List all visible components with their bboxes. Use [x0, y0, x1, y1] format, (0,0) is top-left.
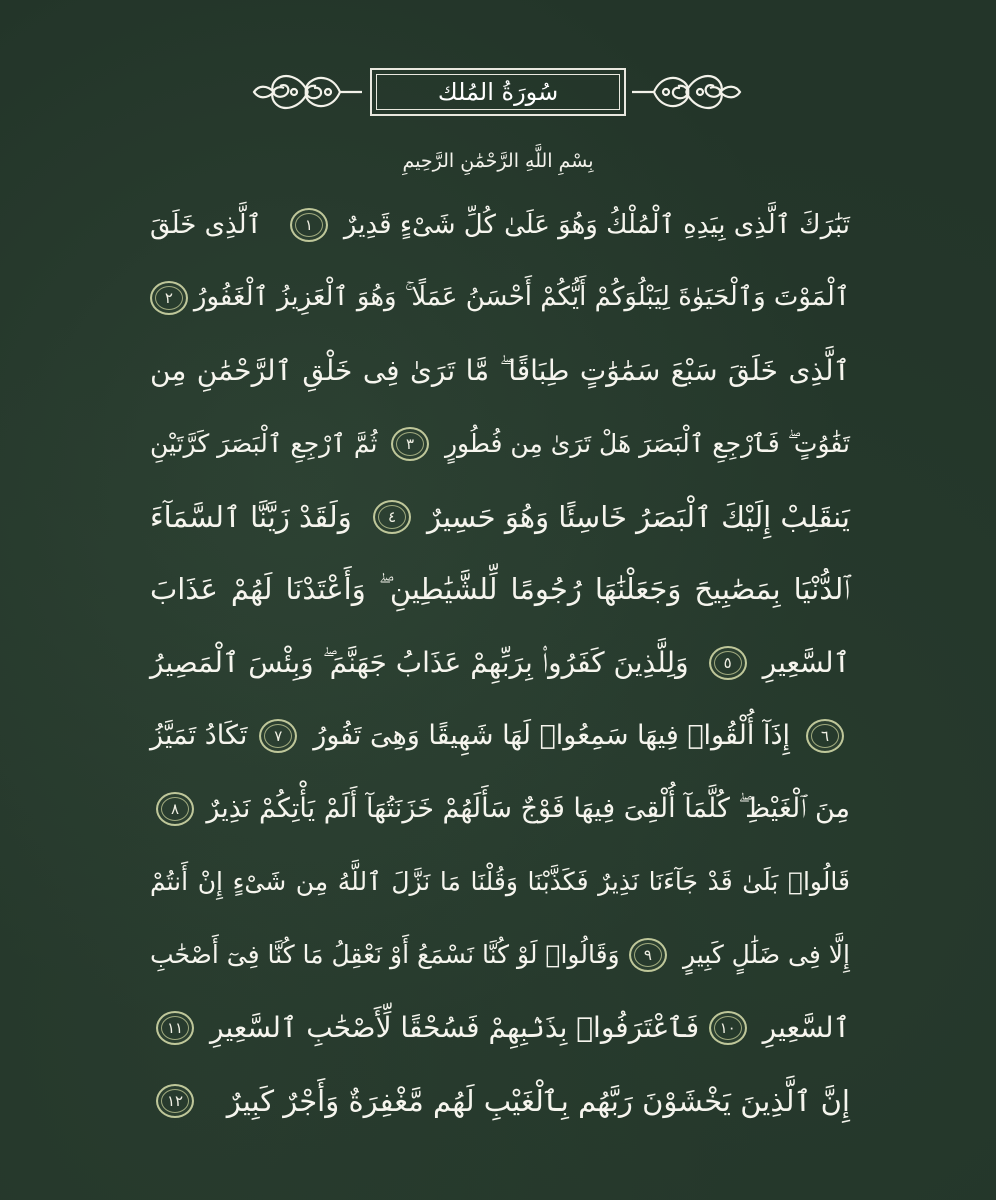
verse-line [150, 1064, 850, 1137]
verse-line [150, 553, 850, 626]
verse-text: إِلَّا فِى ضَلَٰلٍ كَبِيرٍ [682, 940, 850, 969]
verse-text: قَالُوا۟ بَلَىٰ قَدْ جَآءَنَا نَذِيرٌ فَكَذَّبْنَا وَقُلْنَا مَا نَزَّلَ ٱللَّهُ مِن شَىْءٍ إِنْ أَنتُمْ [150, 867, 850, 896]
verse-text: ٱلَّذِى خَلَقَ [150, 209, 262, 240]
verse-line [150, 480, 850, 553]
surah-title: سُورَةُ المُلك [437, 78, 559, 106]
verse-number-marker: ٧ [259, 719, 297, 753]
verse-lines [150, 188, 850, 1137]
verse-text: إِنَّ ٱلَّذِينَ يَخْشَوْنَ رَبَّهُم بِٱلْغَيْبِ لَهُم مَّغْفِرَةٌ وَأَجْرٌ كَبِيرٌ [226, 1083, 850, 1118]
verse-text: مِنَ ٱلْغَيْظِ ۖ كُلَّمَآ أُلْقِىَ فِيهَا فَوْجٌ سَأَلَهُمْ خَزَنَتُهَآ أَلَمْ يَأْتِكُمْ نَذِيرٌ [206, 792, 850, 824]
verse-line [150, 918, 850, 991]
verse-number-marker: ١ [290, 208, 328, 242]
verse-line [150, 699, 850, 772]
verse-text: وَلِلَّذِينَ كَفَرُوا۟ بِرَبِّهِمْ عَذَابُ جَهَنَّمَ ۖ وَبِئْسَ ٱلْمَصِيرُ [150, 645, 689, 679]
verse-text: وَقَالُوا۟ لَوْ كُنَّا نَسْمَعُ أَوْ نَعْقِلُ مَا كُنَّا فِىٓ أَصْحَٰبِ [150, 940, 620, 969]
verse-text: ٱلدُّنْيَا بِمَصَٰبِيحَ وَجَعَلْنَٰهَا رُجُومًا لِّلشَّيَٰطِينِ ۖ وَأَعْتَدْنَا لَهُمْ عَذَابَ [150, 572, 850, 606]
verse-text: تَكَادُ تَمَيَّزُ [150, 720, 248, 751]
verse-line [150, 188, 850, 261]
verse-text: ٱلْمَوْتَ وَٱلْحَيَوٰةَ لِيَبْلُوَكُمْ أَيُّكُمْ أَحْسَنُ عَمَلًا ۚ وَهُوَ ٱلْعَزِيزُ ٱلْغَفُورُ [193, 282, 850, 312]
surah-header [0, 62, 996, 126]
verse-text: ٱلَّذِى خَلَقَ سَبْعَ سَمَٰوَٰتٍ طِبَاقًا ۖ مَّا تَرَىٰ فِى خَلْقِ ٱلرَّحْمَٰنِ مِن [150, 353, 850, 387]
verse-text: تَبَٰرَكَ ٱلَّذِى بِيَدِهِ ٱلْمُلْكُ وَهُوَ عَلَىٰ كُلِّ شَىْءٍ قَدِيرٌ [343, 209, 850, 240]
verse-number-marker: ٣ [391, 427, 429, 461]
verse-text: ثُمَّ ٱرْجِعِ ٱلْبَصَرَ كَرَّتَيْنِ [150, 429, 378, 458]
verse-line [150, 334, 850, 407]
verse-text: تَفَٰوُتٍ ۖ فَٱرْجِعِ ٱلْبَصَرَ هَلْ تَرَىٰ مِن فُطُورٍ [444, 428, 850, 458]
verse-text: ٱلسَّعِيرِ [762, 1011, 850, 1044]
verse-line [150, 772, 850, 845]
verse-text: وَلَقَدْ زَيَّنَّا ٱلسَّمَآءَ [150, 499, 352, 534]
verse-text: فَٱعْتَرَفُوا۟ بِذَنۢبِهِمْ فَسُحْقًا لِّأَصْحَٰبِ ٱلسَّعِيرِ [210, 1011, 700, 1044]
verse-line [150, 626, 850, 699]
verse-number-marker: ٩ [629, 938, 667, 972]
verse-number-marker: ٢ [150, 281, 188, 315]
verse-number-marker: ٥ [709, 646, 747, 680]
surah-title-box [370, 68, 626, 116]
ornament-left-icon [248, 64, 366, 120]
verse-number-marker: ١٢ [156, 1084, 194, 1118]
verse-line [150, 261, 850, 334]
verse-line [150, 845, 850, 918]
verse-number-marker: ٨ [156, 792, 194, 826]
verse-number-marker: ٤ [373, 500, 411, 534]
verse-text: إِذَآ أُلْقُوا۟ فِيهَا سَمِعُوا۟ لَهَا شَهِيقًا وَهِىَ تَفُورُ [313, 720, 790, 751]
verse-text: ٱلسَّعِيرِ [762, 646, 850, 679]
verse-line [150, 407, 850, 480]
verse-number-marker: ١١ [156, 1011, 194, 1045]
basmala: بِسْمِ اللَّهِ الرَّحْمَٰنِ الرَّحِيمِ [402, 150, 594, 172]
verse-number-marker: ٦ [806, 719, 844, 753]
verse-number-marker: ١٠ [709, 1011, 747, 1045]
verse-line [150, 991, 850, 1064]
ornament-right-icon [628, 64, 746, 120]
verse-text: يَنقَلِبْ إِلَيْكَ ٱلْبَصَرُ خَاسِئًا وَهُوَ حَسِيرٌ [427, 499, 850, 534]
